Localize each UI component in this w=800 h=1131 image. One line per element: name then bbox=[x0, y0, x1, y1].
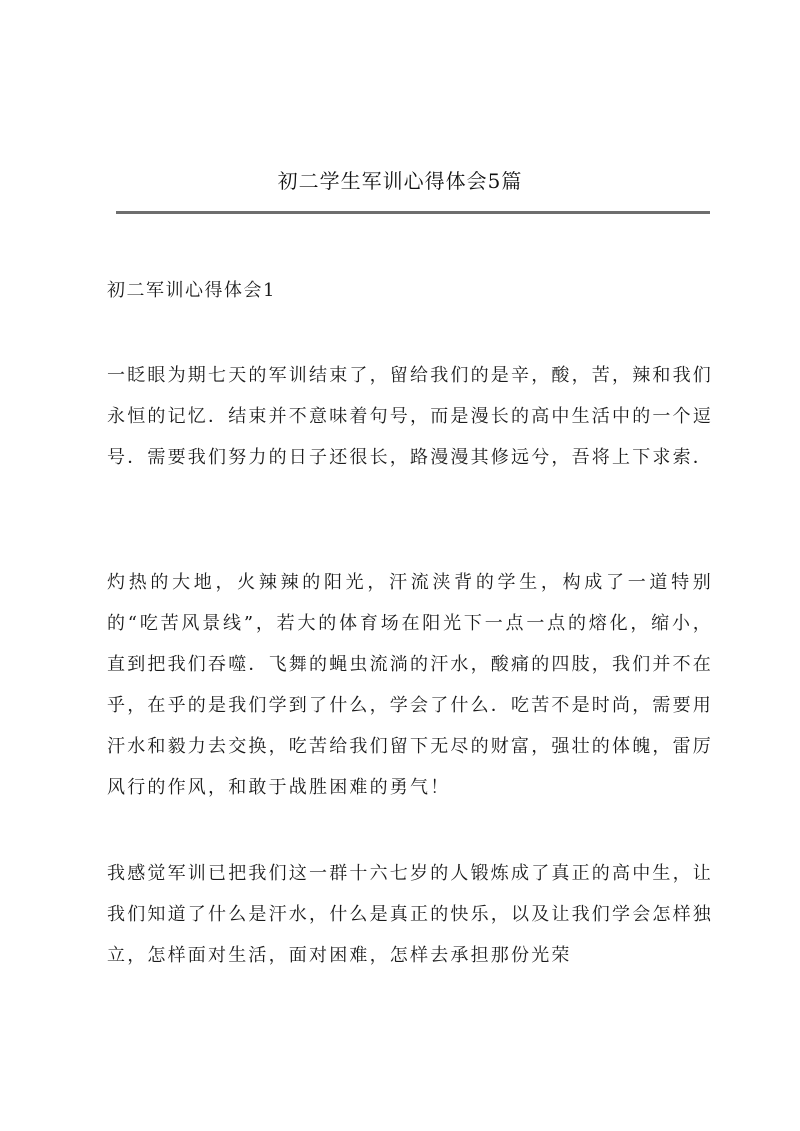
section-heading: 初二军训心得体会1 bbox=[107, 280, 276, 301]
title-divider bbox=[116, 211, 710, 214]
paragraph-2: 灼热的大地，火辣辣的阳光，汗流浃背的学生，构成了一道特别的“吃苦风景线”，若大的体育场在阳光下一点一点的熔化，缩小，直到把我们吞噬．飞舞的蝇虫流淌的汗水，酸痛的四肢，我们并不在乎，在乎的是我们学到了什么，学会了什么．吃苦不是时尚，需要用汗水和毅力去交换，吃苦给我们留下无尽的财富，强壮的体魄，雷厉风行的作风，和敢于战胜困难的勇气！ bbox=[107, 572, 713, 798]
paragraph-1: 一眨眼为期七天的军训结束了，留给我们的是辛，酸，苦，辣和我们永恒的记忆．结束并不意味着句号，而是漫长的高中生活中的一个逗号．需要我们努力的日子还很长，路漫漫其修远兮，吾将上下求索． bbox=[107, 365, 713, 468]
document-title: 初二学生军训心得体会5篇 bbox=[277, 169, 523, 193]
paragraph-3: 我感觉军训已把我们这一群十六七岁的人锻炼成了真正的高中生，让我们知道了什么是汗水，什么是真正的快乐，以及让我们学会怎样独立，怎样面对生活，面对困难，怎样去承担那份光荣 bbox=[107, 863, 713, 966]
